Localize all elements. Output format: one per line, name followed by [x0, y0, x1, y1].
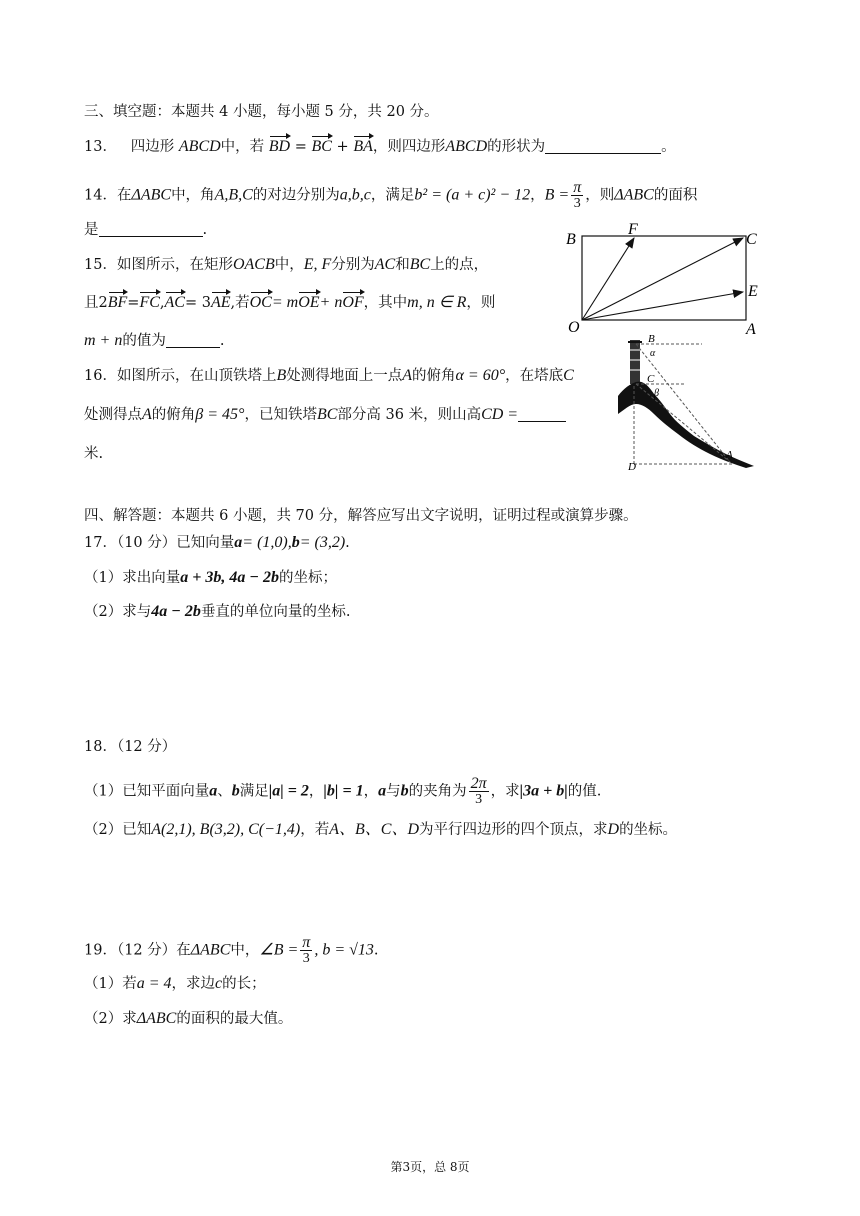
- vector-of: [582, 238, 634, 320]
- vector-bc: BC: [311, 136, 331, 158]
- answer-blank-13[interactable]: [545, 138, 661, 154]
- fig-label-c: C: [647, 373, 655, 385]
- rectangle-vector-figure: [562, 222, 772, 338]
- label-f: F: [628, 222, 638, 238]
- fig-label-a: A: [726, 449, 733, 461]
- question-16-line-2: 处测得点A的俯角β = 45°，已知铁塔BC部分高 36 米，则山高CD =: [84, 404, 566, 426]
- question-14-line-2: 是 .: [84, 222, 208, 238]
- fraction-2pi-3: $\frac{2\pi}{3}$: [470, 775, 487, 807]
- question-19-part-1: （1）若a = 4，求边c的长；: [84, 975, 266, 992]
- page-footer: 第3页，总 8页: [390, 1160, 470, 1174]
- answer-blank-14[interactable]: [99, 221, 203, 237]
- question-14: 14．在ΔABC中，角A,B,C的对边分别为a,b,c，满足b² = (a + c)² − 12，B = $\frac{\pi}{3}$ ，则ΔABC的面积: [84, 179, 698, 211]
- fraction-pi-3-b: $\frac{\pi}{3}$: [302, 934, 311, 966]
- mountain-tower-figure: [614, 330, 760, 472]
- question-16: 16．如图所示，在山顶铁塔上B处测得地面上一点A的俯角α = 60°，在塔底C: [84, 367, 574, 384]
- question-19: 19．（12 分）在ΔABC中，∠B = $\frac{\pi}{3}$ , b = √13.: [84, 934, 379, 966]
- question-19-part-2: （2）求ΔABC的面积的最大值。: [84, 1010, 293, 1027]
- section-4-heading: 四、解答题：本题共 6 小题，共 70 分，解答应写出文字说明，证明过程或演算步骤。: [84, 508, 638, 524]
- label-b: B: [566, 231, 576, 248]
- question-18-part-1: （1）已知平面向量a、b满足|a| = 2，|b| = 1，a与b的夹角为 $\frac{2\pi}{3}$ ，求|3a + b|的值.: [84, 775, 602, 807]
- question-15: 15．如图所示，在矩形OACB中，E, F分别为AC和BC上的点，: [84, 256, 489, 273]
- question-16-line-3: 米.: [84, 446, 104, 462]
- q13-number: 13．: [84, 139, 117, 155]
- question-17-part-1: （1）求出向量a + 3b, 4a − 2b的坐标；: [84, 569, 338, 586]
- question-18-part-2: （2）已知A(2,1), B(3,2), C(−1,4)，若A、B、C、D为平行四边形的四个顶点，求D的坐标。: [84, 821, 678, 838]
- answer-blank-15[interactable]: [166, 332, 220, 348]
- question-15-line-3: m + n的值为 .: [84, 332, 225, 349]
- question-18: 18．（12 分）: [84, 739, 177, 755]
- question-13: 13． 四边形 ABCD中，若 BD = BC + BA，则四边形ABCD的形状为 。: [84, 136, 676, 158]
- fig-label-alpha: α: [650, 348, 656, 359]
- vector-oe: [582, 292, 743, 320]
- answer-blank-16[interactable]: [518, 406, 566, 422]
- fraction-pi-3: $\frac{\pi}{3}$: [573, 179, 582, 211]
- fig-label-b: B: [648, 333, 655, 345]
- section-3-heading: 三、填空题：本题共 4 小题，每小题 5 分，共 20 分。: [84, 104, 439, 120]
- label-a: A: [746, 321, 756, 338]
- vector-oc: [582, 238, 743, 320]
- label-c: C: [746, 231, 757, 248]
- fig-label-d: D: [628, 461, 636, 472]
- vector-ba: BA: [353, 136, 373, 158]
- label-e: E: [748, 283, 758, 300]
- question-15-line-2: 且2BF=FC,AC= 3AE,若OC= mOE+ nOF，其中m, n ∈ R，则: [84, 292, 495, 314]
- vector-bd: BD: [269, 136, 290, 158]
- tower-icon: [628, 340, 642, 384]
- fig-label-beta: β: [654, 388, 659, 399]
- label-o: O: [568, 319, 580, 336]
- question-17: 17．（10 分）已知向量a= (1,0),b= (3,2).: [84, 534, 350, 551]
- question-17-part-2: （2）求与4a − 2b垂直的单位向量的坐标.: [84, 603, 351, 620]
- mountain-shape: [618, 382, 754, 468]
